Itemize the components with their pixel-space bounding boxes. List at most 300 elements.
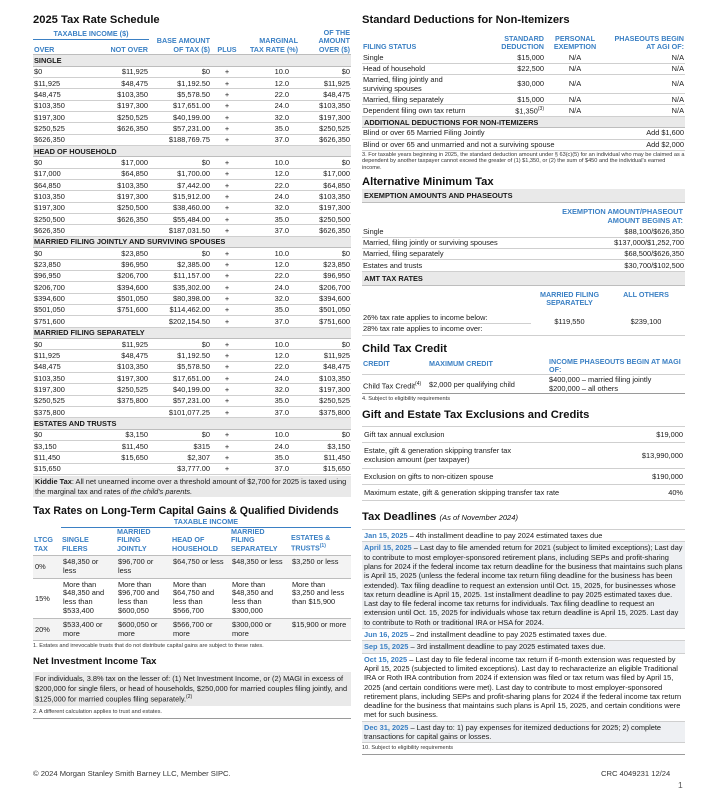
schedule-cell: $11,925 [33, 350, 91, 361]
schedule-cell: $11,925 [299, 350, 351, 361]
schedule-cell: $250,525 [91, 111, 149, 122]
schedule-row [33, 316, 351, 327]
amt-26-label: 26% tax rate applies to income below: [363, 313, 531, 325]
section-name: MARRIED FILING JOINTLY AND SURVIVING SPOUSES [33, 236, 351, 247]
cg-cell: More than $3,250 and less than $15,900 [290, 578, 351, 618]
cg-cell: $300,000 or more [230, 618, 290, 641]
cg-rate: 0% [33, 555, 61, 578]
std-cell-text: Single [363, 52, 384, 62]
std-footnote: 3. For taxable years beginning in 2025, the standard deduction amount under § 63(c)(5) for an individual who may be claimed as a dependent by another taxpayer cannot exceed the greater of (1) $1,350, or (2) the sum of $450 and the individual's earned income. [362, 151, 685, 172]
deadline-text: – Last day to file federal income tax return if 6-month extension was requested by April 15, 2025 (subjected to limited exceptions). Last day to recharacterize an eligible Traditional IRA or Roth IRA contribution from 2024 if extension was filed or tax return was filed by April 15, 2025 (and certain conditions were met). Last day to contribute to most employer-sponsored retirement plans, including SEPs and profit-sharing plans for 2024 if the federal income tax return deadline for the business that maintains such plans is April 15, 2025, and certain conditions were met for such business. [364, 654, 682, 720]
schedule-cell: $23,850 [33, 259, 91, 270]
schedule-cell: $15,912.00 [149, 191, 211, 202]
std-cell [545, 94, 605, 105]
schedule-cell: $197,300 [91, 373, 149, 384]
ctc-phaseout-mfj: $400,000 – married filing jointly [549, 375, 652, 385]
deadline-item [362, 530, 685, 542]
schedule-cell: $48,475 [33, 361, 91, 372]
page-number: 1 [678, 780, 683, 790]
schedule-cell: $250,525 [299, 123, 351, 134]
schedule-cell: $5,578.50 [149, 89, 211, 100]
schedule-cell: $48,475 [33, 89, 91, 100]
standard-deduction-header: STANDARD DEDUCTION [501, 34, 544, 52]
schedule-cell: $394,600 [33, 293, 91, 304]
amt-mfs-header: MARRIED FILING SEPARATELY [539, 289, 600, 308]
marginal-rate-header: MARGINAL TAX RATE (%) [249, 36, 298, 54]
ctc-credit-header: CREDIT [363, 358, 390, 368]
additional-row [362, 139, 685, 150]
std-cell-text: Married, filing separately [363, 94, 444, 104]
schedule-cell: $11,925 [91, 339, 149, 350]
section-name: MARRIED FILING SEPARATELY [33, 327, 351, 338]
schedule-cell: 12.0 [243, 168, 299, 179]
deadline-date: Dec 31, 2025 [364, 722, 409, 732]
schedule-cell: $1,192.50 [149, 350, 211, 361]
std-cell [490, 94, 545, 105]
cg-header-2 [116, 527, 171, 555]
schedule-cell: 12.0 [243, 259, 299, 270]
schedule-cell: $751,600 [33, 316, 91, 327]
std-cell-text: Dependent filing own tax return [363, 105, 466, 115]
schedule-cell: + [211, 134, 243, 145]
cg-cell: $64,750 or less [171, 555, 230, 578]
schedule-row [33, 373, 351, 384]
schedule-cell [91, 407, 149, 418]
std-cell [605, 94, 685, 105]
amt-exemption-status: Married, filing jointly or surviving spouses [362, 237, 574, 248]
schedule-cell: $250,525 [33, 123, 91, 134]
schedule-cell: $38,460.00 [149, 202, 211, 213]
schedule-cell: $48,475 [91, 350, 149, 361]
cg-rate: 20% [33, 618, 61, 641]
schedule-cell: + [211, 282, 243, 293]
ctc-phaseout-header: INCOME PHASEOUTS BEGIN AT MAGI OF: [549, 356, 681, 375]
schedule-cell [91, 463, 149, 474]
niit-text: For individuals, 3.8% tax on the lesser of: (1) Net Investment Income, or (2) MAGI in excess of $200,000 for single filers, or head of households, $250,000 for married couples filing jointly, and $125,000 for married couples filing separately. [35, 673, 348, 704]
std-cell [545, 75, 605, 94]
schedule-row [33, 180, 351, 191]
schedule-cell: + [211, 77, 243, 88]
ctc-phaseout-others: $200,000 – all others [549, 384, 619, 394]
cg-cell: More than $64,750 and less than $566,700 [171, 578, 230, 618]
amt-exemption-row [362, 260, 685, 271]
std-row [362, 94, 685, 105]
schedule-cell: 32.0 [243, 111, 299, 122]
schedule-cell: 10.0 [243, 339, 299, 350]
kiddie-tax-text: : All net unearned income over a threshold amount of $2,700 for 2025 is taxed using the marginal tax and rates of [35, 477, 347, 496]
std-deductions-title: Standard Deductions for Non-Itemizers [362, 14, 570, 26]
deadline-text: – 3rd installment deadline to pay 2025 estimated taxes due. [408, 642, 606, 652]
schedule-cell: $626,350 [299, 134, 351, 145]
std-cell-text: N/A [568, 52, 582, 62]
ctc-title: Child Tax Credit [362, 342, 447, 355]
schedule-cell: 35.0 [243, 123, 299, 134]
std-cell [490, 105, 545, 116]
additional-value: Add $1,600 [630, 128, 685, 139]
gift-value: $19,000 [640, 427, 685, 443]
schedule-cell: $0 [149, 66, 211, 77]
schedule-cell: 10.0 [243, 157, 299, 168]
amt-exemption-row [362, 237, 685, 248]
cg-cell: $48,350 or less [230, 555, 290, 578]
schedule-cell: $0 [149, 248, 211, 259]
additional-value: Add $2,000 [630, 139, 685, 150]
schedule-cell: + [211, 441, 243, 452]
dependent-sup: (3) [537, 105, 544, 112]
schedule-cell: $751,600 [91, 304, 149, 315]
schedule-cell: $40,199.00 [149, 384, 211, 395]
std-cell [545, 52, 605, 63]
kiddie-tax-italic: the child's parents. [130, 486, 193, 496]
schedule-cell: + [211, 168, 243, 179]
std-row [362, 105, 685, 116]
std-cell-text: $30,000 [517, 79, 544, 89]
cg-footnote: 1. Estates and irrevocable trusts that do not distribute capital gains are subject to these rates. [33, 643, 264, 650]
std-cell-text: N/A [671, 94, 684, 104]
schedule-cell: $0 [33, 66, 91, 77]
schedule-cell: 32.0 [243, 293, 299, 304]
schedule-cell: $80,398.00 [149, 293, 211, 304]
schedule-cell: $64,850 [91, 168, 149, 179]
section-name: HEAD OF HOUSEHOLD [33, 146, 351, 157]
deadline-text: – Last day to: 1) pay expenses for itemized deductions for 2025; 2) complete transactions for capital gains or losses. [364, 722, 662, 742]
niit-title: Net Investment Income Tax [33, 655, 157, 667]
schedule-section-header [33, 236, 351, 247]
schedule-cell: $1,700.00 [149, 168, 211, 179]
schedule-cell: $626,350 [91, 123, 149, 134]
niit-box [33, 672, 351, 706]
additional-label: Blind or over 65 and unmarried and not a surviving spouse [362, 139, 630, 150]
cg-rate: 15% [33, 578, 61, 618]
schedule-cell: + [211, 350, 243, 361]
schedule-cell: $64,850 [299, 180, 351, 191]
schedule-cell: 35.0 [243, 304, 299, 315]
schedule-cell: + [211, 180, 243, 191]
gift-table [362, 426, 685, 501]
deadline-date: Sep 15, 2025 [364, 642, 409, 652]
schedule-cell: $0 [299, 339, 351, 350]
schedule-cell [91, 316, 149, 327]
deadline-date: Oct 15, 2025 [364, 654, 408, 664]
amt-others-header: ALL OTHERS [623, 289, 669, 299]
cg-taxable-income-header: TAXABLE INCOME [61, 518, 351, 527]
cg-header-text: SINGLE FILERS [62, 535, 89, 553]
std-cell-text: $22,500 [517, 64, 544, 74]
schedule-cell: $15,650 [91, 452, 149, 463]
schedule-cell: $103,350 [299, 373, 351, 384]
amt-exemption-status: Estates and trusts [362, 260, 574, 271]
schedule-cell: $250,500 [91, 202, 149, 213]
schedule-cell: $48,475 [91, 77, 149, 88]
cg-header-text: MARRIED FILING JOINTLY [117, 526, 151, 553]
std-cell-text: N/A [671, 79, 684, 89]
schedule-cell: $15,650 [299, 463, 351, 474]
schedule-cell: + [211, 157, 243, 168]
schedule-cell: $0 [33, 248, 91, 259]
std-deductions-table [362, 35, 685, 117]
cg-row [33, 618, 351, 641]
schedule-cell: $250,525 [91, 384, 149, 395]
schedule-cell: $197,300 [299, 202, 351, 213]
schedule-cell: $57,231.00 [149, 395, 211, 406]
schedule-cell: + [211, 66, 243, 77]
footer-code: CRC 4049231 12/24 [601, 769, 671, 778]
std-cell [490, 75, 545, 94]
schedule-cell: $206,700 [91, 270, 149, 281]
schedule-cell: $0 [299, 157, 351, 168]
base-amount-header: BASE AMOUNT OF TAX ($) [156, 36, 210, 54]
over-header: OVER [34, 44, 55, 54]
amt-exemption-label: EXEMPTION AMOUNTS AND PHASEOUTS [362, 189, 685, 203]
schedule-row [33, 123, 351, 134]
schedule-cell: + [211, 202, 243, 213]
cg-header-3 [171, 527, 230, 555]
schedule-cell: $3,150 [91, 429, 149, 440]
gift-label: Gift tax annual exclusion [362, 427, 640, 443]
kiddie-tax-label: Kiddie Tax [35, 477, 72, 487]
schedule-cell: $0 [149, 429, 211, 440]
ctc-phaseouts [548, 375, 685, 394]
additional-deductions-label: ADDITIONAL DEDUCTIONS FOR NON-ITEMIZERS [362, 117, 685, 128]
std-cell-text: N/A [671, 52, 684, 62]
ctc-credit-cell [362, 375, 428, 394]
schedule-cell: $17,000 [299, 168, 351, 179]
schedule-cell: $11,450 [299, 452, 351, 463]
deadline-date: Jan 15, 2025 [364, 531, 408, 541]
schedule-cell: + [211, 395, 243, 406]
schedule-cell: $57,231.00 [149, 123, 211, 134]
cg-cell: More than $96,700 and less than $600,050 [116, 578, 171, 618]
schedule-cell: $197,300 [91, 100, 149, 111]
gift-row [362, 443, 685, 468]
cg-cell: More than $48,350 and less than $300,000 [230, 578, 290, 618]
schedule-section-header [33, 418, 351, 429]
section-name: ESTATES AND TRUSTS [33, 418, 351, 429]
schedule-cell: + [211, 339, 243, 350]
schedule-row [33, 441, 351, 452]
schedule-cell: 22.0 [243, 361, 299, 372]
schedule-cell: $11,925 [91, 66, 149, 77]
schedule-cell: $394,600 [299, 293, 351, 304]
schedule-cell: 37.0 [243, 316, 299, 327]
capital-gains-table [33, 518, 351, 641]
gift-row [362, 468, 685, 484]
schedule-cell: $626,350 [299, 225, 351, 236]
cg-cell: $15,900 or more [290, 618, 351, 641]
schedule-cell: + [211, 214, 243, 225]
schedule-cell: + [211, 384, 243, 395]
schedule-cell: $250,500 [299, 214, 351, 225]
schedule-row [33, 350, 351, 361]
schedule-row [33, 77, 351, 88]
schedule-cell: + [211, 191, 243, 202]
deadline-item [362, 542, 685, 629]
schedule-cell: $64,850 [33, 180, 91, 191]
schedule-cell: $103,350 [33, 100, 91, 111]
cg-header-text: MARRIED FILING SEPARATELY [231, 526, 278, 553]
std-cell-text: $15,000 [517, 94, 544, 104]
schedule-cell: $0 [33, 157, 91, 168]
schedule-cell: 37.0 [243, 225, 299, 236]
schedule-cell: + [211, 452, 243, 463]
schedule-cell: 24.0 [243, 191, 299, 202]
schedule-cell: $501,050 [299, 304, 351, 315]
tax-schedule-title: 2025 Tax Rate Schedule [33, 14, 160, 26]
schedule-cell: + [211, 407, 243, 418]
schedule-cell: $17,000 [91, 157, 149, 168]
std-cell [362, 75, 490, 94]
amt-exemption-row [362, 248, 685, 259]
schedule-cell: $114,462.00 [149, 304, 211, 315]
schedule-row [33, 100, 351, 111]
schedule-cell: $103,350 [299, 100, 351, 111]
std-cell [490, 63, 545, 74]
gift-value: $13,990,000 [640, 443, 685, 468]
schedule-cell: + [211, 293, 243, 304]
amt-exemption-amount: $88,100/$626,350 [574, 226, 685, 237]
schedule-cell: 24.0 [243, 441, 299, 452]
std-cell-text: N/A [568, 105, 582, 115]
amt-exemption-header-text: EXEMPTION AMOUNT/PHASEOUT AMOUNT BEGINS AT: [562, 206, 683, 226]
schedule-cell: + [211, 316, 243, 327]
schedule-cell: $187,031.50 [149, 225, 211, 236]
schedule-cell: $0 [299, 66, 351, 77]
schedule-cell: $1,192.50 [149, 77, 211, 88]
std-cell-text: Head of household [363, 64, 426, 74]
schedule-cell: $250,500 [33, 214, 91, 225]
std-cell [545, 105, 605, 116]
phaseouts-header: PHASEOUTS BEGIN AT AGI OF: [614, 34, 684, 52]
amt-title: Alternative Minimum Tax [362, 175, 494, 188]
schedule-cell: 10.0 [243, 429, 299, 440]
schedule-cell: 35.0 [243, 452, 299, 463]
schedule-cell: 32.0 [243, 384, 299, 395]
schedule-cell: $501,050 [91, 293, 149, 304]
schedule-cell: $48,475 [299, 361, 351, 372]
schedule-cell: + [211, 123, 243, 134]
schedule-cell: + [211, 111, 243, 122]
schedule-cell: $197,300 [33, 111, 91, 122]
schedule-cell: $103,350 [91, 89, 149, 100]
schedule-row [33, 384, 351, 395]
std-cell-text: Married, filing jointly and surviving spouses [363, 75, 443, 93]
schedule-cell: $103,350 [33, 191, 91, 202]
amt-rates-label: AMT TAX RATES [362, 272, 685, 286]
schedule-row [33, 452, 351, 463]
niit-sup: (2) [186, 694, 193, 701]
deadline-item [362, 654, 685, 722]
schedule-row [33, 259, 351, 270]
std-cell [362, 63, 490, 74]
cg-header-5 [290, 527, 351, 555]
schedule-cell: $103,350 [33, 373, 91, 384]
schedule-cell: 24.0 [243, 100, 299, 111]
schedule-cell: + [211, 100, 243, 111]
schedule-cell: $0 [299, 248, 351, 259]
schedule-cell: $197,300 [91, 191, 149, 202]
schedule-cell: 37.0 [243, 134, 299, 145]
std-cell-text: N/A [671, 105, 684, 115]
schedule-cell: $11,157.00 [149, 270, 211, 281]
cg-header-text: HEAD OF HOUSEHOLD [172, 535, 218, 553]
std-cell-text: N/A [568, 64, 582, 74]
schedule-row [33, 270, 351, 281]
schedule-cell: $17,651.00 [149, 100, 211, 111]
ctc-max-credit: $2,000 per qualifying child [428, 375, 548, 394]
schedule-cell [91, 225, 149, 236]
schedule-cell: $7,442.00 [149, 180, 211, 191]
schedule-row [33, 282, 351, 293]
schedule-row [33, 225, 351, 236]
schedule-cell: $250,525 [299, 395, 351, 406]
std-row [362, 63, 685, 74]
filing-status-header: FILING STATUS [363, 42, 417, 52]
additional-row [362, 128, 685, 139]
deadlines-footnote: 10. Subject to eligibility requirements [362, 745, 685, 755]
schedule-cell: $188,769.75 [149, 134, 211, 145]
std-cell-text: $1,350 [515, 106, 538, 116]
std-cell [490, 52, 545, 63]
deadlines-title: Tax Deadlines [362, 511, 437, 524]
of-amount-header: OF THE AMOUNT OVER ($) [318, 28, 350, 54]
schedule-cell: $11,450 [33, 452, 91, 463]
schedule-cell: $17,000 [33, 168, 91, 179]
schedule-row [33, 361, 351, 372]
schedule-cell: + [211, 361, 243, 372]
schedule-row [33, 66, 351, 77]
schedule-cell: $48,475 [299, 89, 351, 100]
schedule-cell: $0 [33, 339, 91, 350]
std-cell [545, 63, 605, 74]
std-cell [605, 52, 685, 63]
schedule-cell: $0 [149, 157, 211, 168]
std-cell [605, 105, 685, 116]
amt-exemption-header [362, 203, 685, 226]
kiddie-tax-note [33, 476, 351, 497]
deadlines-heading [362, 510, 685, 525]
schedule-row [33, 157, 351, 168]
amt-exemption-table [362, 226, 685, 272]
schedule-cell: $23,850 [91, 248, 149, 259]
schedule-cell: $103,350 [91, 361, 149, 372]
ctc-credit-label: Child Tax Credit [363, 381, 416, 391]
schedule-cell: $2,307 [149, 452, 211, 463]
schedule-cell: 12.0 [243, 350, 299, 361]
cg-cell: $48,350 or less [61, 555, 116, 578]
schedule-cell: + [211, 373, 243, 384]
ctc-table [362, 358, 685, 395]
schedule-row [33, 395, 351, 406]
deadline-item [362, 641, 685, 653]
schedule-cell: 10.0 [243, 248, 299, 259]
schedule-cell: $206,700 [33, 282, 91, 293]
schedule-cell: $103,350 [91, 180, 149, 191]
amt-exemption-status: Single [362, 226, 574, 237]
gift-label: Exclusion on gifts to non-citizen spouse [362, 468, 640, 484]
cg-header-0 [33, 527, 61, 555]
schedule-cell: $3,150 [299, 441, 351, 452]
schedule-cell: $197,300 [299, 111, 351, 122]
amt-28-label: 28% tax rate applies to income over: [363, 324, 483, 334]
schedule-cell: $501,050 [33, 304, 91, 315]
cg-header-text: LTCG TAX [34, 535, 54, 553]
niit-footnote: 2. A different calculation applies to trust and estates. [33, 709, 351, 719]
additional-deductions-table [362, 128, 685, 151]
schedule-row [33, 339, 351, 350]
schedule-cell: $103,350 [299, 191, 351, 202]
schedule-cell: $315 [149, 441, 211, 452]
gift-label: Estate, gift & generation skipping transfer tax exclusion amount (per taxpayer) [362, 443, 640, 468]
